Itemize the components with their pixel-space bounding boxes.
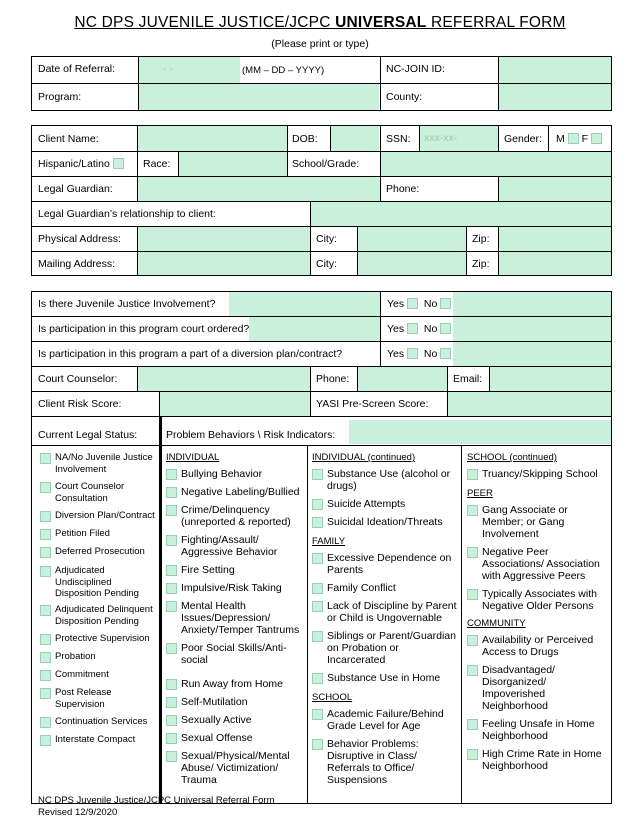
counselor-phone-field[interactable] xyxy=(358,367,447,391)
legal-status-checkbox[interactable] xyxy=(40,717,51,728)
race-label: Race: xyxy=(143,158,171,170)
physical-zip-field[interactable] xyxy=(499,227,611,251)
legal-status-checkbox[interactable] xyxy=(40,605,51,616)
individual-label: Poor Social Skills/Anti- social xyxy=(181,642,287,666)
title-bold: UNIVERSAL xyxy=(335,14,427,31)
family-checkbox[interactable] xyxy=(312,583,323,594)
diversion-yes-no xyxy=(387,348,451,360)
peer-header: PEER xyxy=(467,488,493,499)
school-continued-checkbox[interactable] xyxy=(467,469,478,480)
individual-label: Sexual/Physical/Mental Abuse/ Victimization/ Trauma xyxy=(181,750,290,786)
individual-checkbox[interactable] xyxy=(166,679,177,690)
guardian-phone-field[interactable] xyxy=(499,177,611,201)
legal-status-label: NA/No Juvenile Justice Involvement xyxy=(55,452,153,475)
community-checkbox[interactable] xyxy=(467,665,478,676)
individual-checkbox[interactable] xyxy=(166,583,177,594)
gender-m-label: M xyxy=(556,133,565,145)
court-yes-checkbox[interactable] xyxy=(407,323,418,334)
family-label: Excessive Dependence on Parents xyxy=(327,552,452,576)
diversion-yes-checkbox[interactable] xyxy=(407,348,418,359)
legal-status-label: Continuation Services xyxy=(55,716,148,727)
individual-checkbox[interactable] xyxy=(166,601,177,612)
jj-involvement-question: Is there Juvenile Justice Involvement? xyxy=(38,298,216,310)
family-label: Siblings or Parent/Guardian on Probation or Incarcerated xyxy=(327,630,456,666)
gender-label: Gender: xyxy=(504,133,542,145)
legal-status-label: Court Counselor Consultation xyxy=(55,481,125,504)
individual-continued-checkbox[interactable] xyxy=(312,499,323,510)
school-header: SCHOOL xyxy=(312,692,353,703)
legal-status-checkbox[interactable] xyxy=(40,735,51,746)
ssn-placeholder: xxx-xx- xyxy=(424,132,458,144)
jj-involvement-field[interactable] xyxy=(229,292,380,316)
individual-label: Run Away from Home xyxy=(181,678,283,690)
individual-continued-label: Suicidal Ideation/Threats xyxy=(327,516,443,528)
date-format-hint: (MM – DD – YYYY) xyxy=(242,65,325,76)
court-ordered-question: Is participation in this program court ordered? xyxy=(38,323,250,335)
legal-status-checkbox[interactable] xyxy=(40,547,51,558)
individual-checkbox[interactable] xyxy=(166,715,177,726)
guardian-phone-label: Phone: xyxy=(386,183,420,195)
counselor-email-label: Email: xyxy=(453,373,483,385)
community-label: Feeling Unsafe in Home Neighborhood xyxy=(482,718,595,742)
school-checkbox[interactable] xyxy=(312,739,323,750)
ncjoin-field[interactable] xyxy=(499,57,611,83)
mailing-address-label: Mailing Address: xyxy=(38,258,116,270)
school-continued-header: SCHOOL (continued) xyxy=(467,452,557,463)
mailing-city-label: City: xyxy=(316,258,337,270)
court-counselor-field[interactable] xyxy=(138,367,310,391)
individual-label: Sexual Offense xyxy=(181,732,253,744)
family-label: Lack of Discipline by Parent or Child is Ungovernable xyxy=(327,600,457,624)
school-continued-label: Truancy/Skipping School xyxy=(482,468,598,480)
hispanic-checkbox[interactable] xyxy=(113,158,124,169)
individual-checkbox[interactable] xyxy=(166,565,177,576)
yes-label: Yes xyxy=(387,298,405,310)
client-risk-score-field[interactable] xyxy=(160,392,310,416)
individual-checkbox[interactable] xyxy=(166,697,177,708)
school-grade-label: School/Grade: xyxy=(292,158,360,170)
date-of-referral-field[interactable] xyxy=(139,57,240,83)
legal-status-label: Diversion Plan/Contract xyxy=(55,510,155,521)
mailing-zip-field[interactable] xyxy=(499,252,611,275)
physical-address-label: Physical Address: xyxy=(38,233,121,245)
relationship-label: Legal Guardian’s relationship to client: xyxy=(38,208,216,220)
jj-involvement-extra-field[interactable] xyxy=(453,292,611,316)
individual-checkbox[interactable] xyxy=(166,751,177,762)
legal-status-checkbox[interactable] xyxy=(40,652,51,663)
legal-status-label: Protective Supervision xyxy=(55,633,150,644)
ncjoin-label: NC-JOIN ID: xyxy=(386,63,445,75)
legal-status-checkbox[interactable] xyxy=(40,670,51,681)
client-name-field[interactable] xyxy=(138,126,287,151)
legal-status-checkbox[interactable] xyxy=(40,634,51,645)
community-label: Disadvantaged/ Disorganized/ Impoverished Neighborhood xyxy=(482,664,555,712)
gender-f-checkbox[interactable] xyxy=(591,133,602,144)
individual-continued-label: Suicide Attempts xyxy=(327,498,406,510)
client-risk-score-label: Client Risk Score: xyxy=(38,398,122,410)
no-label: No xyxy=(423,323,438,335)
legal-status-label: Adjudicated Delinquent Disposition Pending xyxy=(55,604,153,627)
legal-status-checkbox[interactable] xyxy=(40,511,51,522)
hispanic-label xyxy=(38,158,124,170)
family-checkbox[interactable] xyxy=(312,673,323,684)
legal-status-label: Post Release Supervision xyxy=(55,687,112,710)
legal-status-label: Interstate Compact xyxy=(55,734,136,745)
race-field[interactable] xyxy=(179,152,287,176)
footer-form-name: NC DPS Juvenile Justice/JCPC Universal Referral Form xyxy=(38,795,275,806)
individual-continued-checkbox[interactable] xyxy=(312,517,323,528)
diversion-no-checkbox[interactable] xyxy=(440,348,451,359)
mailing-address-field[interactable] xyxy=(138,252,310,275)
title-prefix: NC DPS JUVENILE JUSTICE/JCPC xyxy=(74,14,336,31)
community-checkbox[interactable] xyxy=(467,749,478,760)
mailing-zip-label: Zip: xyxy=(472,258,490,270)
peer-checkbox[interactable] xyxy=(467,589,478,600)
legal-status-label: Commitment xyxy=(55,669,109,680)
county-field[interactable] xyxy=(499,84,611,110)
diversion-extra-field[interactable] xyxy=(453,342,611,366)
client-name-label: Client Name: xyxy=(38,133,99,145)
counselor-email-field[interactable] xyxy=(490,367,611,391)
legal-guardian-label: Legal Guardian: xyxy=(38,183,113,195)
legal-status-checkbox[interactable] xyxy=(40,566,51,577)
family-header: FAMILY xyxy=(312,536,346,547)
physical-city-field[interactable] xyxy=(358,227,466,251)
peer-label: Typically Associates with Negative Older Persons xyxy=(482,588,597,612)
physical-zip-label: Zip: xyxy=(472,233,490,245)
family-checkbox[interactable] xyxy=(312,553,323,564)
individual-checkbox[interactable] xyxy=(166,535,177,546)
individual-label: Fighting/Assault/ Aggressive Behavior xyxy=(181,534,278,558)
school-checkbox[interactable] xyxy=(312,709,323,720)
problem-behaviors-label: Problem Behaviors \ Risk Indicators: xyxy=(166,429,336,441)
legal-status-checkbox[interactable] xyxy=(40,529,51,540)
dob-field[interactable] xyxy=(331,126,379,151)
individual-label: Fire Setting xyxy=(181,564,235,576)
individual-label: Impulsive/Risk Taking xyxy=(181,582,282,594)
court-counselor-label: Court Counselor: xyxy=(38,373,118,385)
individual-label: Mental Health Issues/Depression/ Anxiety/Temper Tantrums xyxy=(181,600,300,636)
dob-label: DOB: xyxy=(292,133,318,145)
legal-status-checkbox[interactable] xyxy=(40,482,51,493)
physical-address-field[interactable] xyxy=(138,227,310,251)
peer-checkbox[interactable] xyxy=(467,547,478,558)
relationship-field[interactable] xyxy=(311,202,611,226)
community-label: Availability or Perceived Access to Drugs xyxy=(482,634,594,658)
court-ordered-extra-field[interactable] xyxy=(453,317,611,341)
family-checkbox[interactable] xyxy=(312,601,323,612)
individual-label: Crime/Delinquency (unreported & reported) xyxy=(181,504,291,528)
individual-checkbox[interactable] xyxy=(166,643,177,654)
school-label: Behavior Problems: Disruptive in Class/ Referrals to Office/ Suspensions xyxy=(327,738,419,786)
yes-label: Yes xyxy=(387,348,405,360)
current-legal-status-label: Current Legal Status: xyxy=(38,429,138,441)
legal-status-label: Adjudicated Undisciplined Disposition Pending xyxy=(55,565,139,599)
no-label: No xyxy=(423,348,438,360)
legal-status-checkbox[interactable] xyxy=(40,688,51,699)
jj-no-checkbox[interactable] xyxy=(440,298,451,309)
community-header: COMMUNITY xyxy=(467,618,526,629)
individual-checkbox[interactable] xyxy=(166,505,177,516)
yasi-score-field[interactable] xyxy=(448,392,611,416)
gender-f-label: F xyxy=(581,133,589,145)
community-checkbox[interactable] xyxy=(467,719,478,730)
legal-status-label: Petition Filed xyxy=(55,528,110,539)
school-label: Academic Failure/Behind Grade Level for Age xyxy=(327,708,444,732)
counselor-phone-label: Phone: xyxy=(316,373,350,385)
court-ordered-yes-no xyxy=(387,323,451,335)
legal-guardian-field[interactable] xyxy=(138,177,380,201)
form-subtitle: (Please print or type) xyxy=(271,38,369,50)
physical-city-label: City: xyxy=(316,233,337,245)
program-field[interactable] xyxy=(139,84,379,110)
individual-label: Negative Labeling/Bullied xyxy=(181,486,300,498)
form-title xyxy=(0,14,640,32)
county-label: County: xyxy=(386,91,423,103)
individual-continued-checkbox[interactable] xyxy=(312,469,323,480)
footer-revised: Revised 12/9/2020 xyxy=(38,807,118,818)
footer xyxy=(38,795,275,819)
program-label: Program: xyxy=(38,91,82,103)
no-label: No xyxy=(423,298,438,310)
peer-label: Negative Peer Associations/ Association with Aggressive Peers xyxy=(482,546,600,582)
ssn-label: SSN: xyxy=(386,133,411,145)
family-checkbox[interactable] xyxy=(312,631,323,642)
individual-checkbox[interactable] xyxy=(166,487,177,498)
court-no-checkbox[interactable] xyxy=(440,323,451,334)
individual-header: INDIVIDUAL xyxy=(166,452,220,463)
community-label: High Crime Rate in Home Neighborhood xyxy=(482,748,602,772)
gender-options xyxy=(556,133,602,145)
legal-status-checkbox[interactable] xyxy=(40,453,51,464)
individual-continued-header: INDIVIDUAL (continued) xyxy=(312,452,416,463)
hispanic-text: Hispanic/Latino xyxy=(38,158,110,170)
diversion-question: Is participation in this program a part of a diversion plan/contract? xyxy=(38,348,343,360)
individual-continued-label: Substance Use (alcohol or drugs) xyxy=(327,468,451,492)
title-suffix: REFERRAL FORM xyxy=(426,14,566,31)
date-placeholder: - - xyxy=(163,63,173,75)
legal-status-label: Probation xyxy=(55,651,96,662)
individual-label: Bullying Behavior xyxy=(181,468,263,480)
problem-behaviors-field[interactable] xyxy=(349,420,611,444)
school-grade-field[interactable] xyxy=(381,152,611,176)
family-label: Substance Use in Home xyxy=(327,672,441,684)
yes-label: Yes xyxy=(387,323,405,335)
individual-checkbox[interactable] xyxy=(166,733,177,744)
family-label: Family Conflict xyxy=(327,582,396,594)
jj-yes-checkbox[interactable] xyxy=(407,298,418,309)
individual-label: Sexually Active xyxy=(181,714,252,726)
individual-checkbox[interactable] xyxy=(166,469,177,480)
peer-label: Gang Associate or Member; or Gang Involvement xyxy=(482,504,568,540)
yasi-score-label: YASI Pre-Screen Score: xyxy=(316,398,429,410)
individual-label: Self-Mutilation xyxy=(181,696,248,708)
date-of-referral-label: Date of Referral: xyxy=(38,63,116,75)
peer-checkbox[interactable] xyxy=(467,505,478,516)
jj-involvement-yes-no xyxy=(387,298,451,310)
mailing-city-field[interactable] xyxy=(358,252,466,275)
legal-status-label: Deferred Prosecution xyxy=(55,546,145,557)
community-checkbox[interactable] xyxy=(467,635,478,646)
court-ordered-field[interactable] xyxy=(249,317,380,341)
gender-m-checkbox[interactable] xyxy=(568,133,579,144)
